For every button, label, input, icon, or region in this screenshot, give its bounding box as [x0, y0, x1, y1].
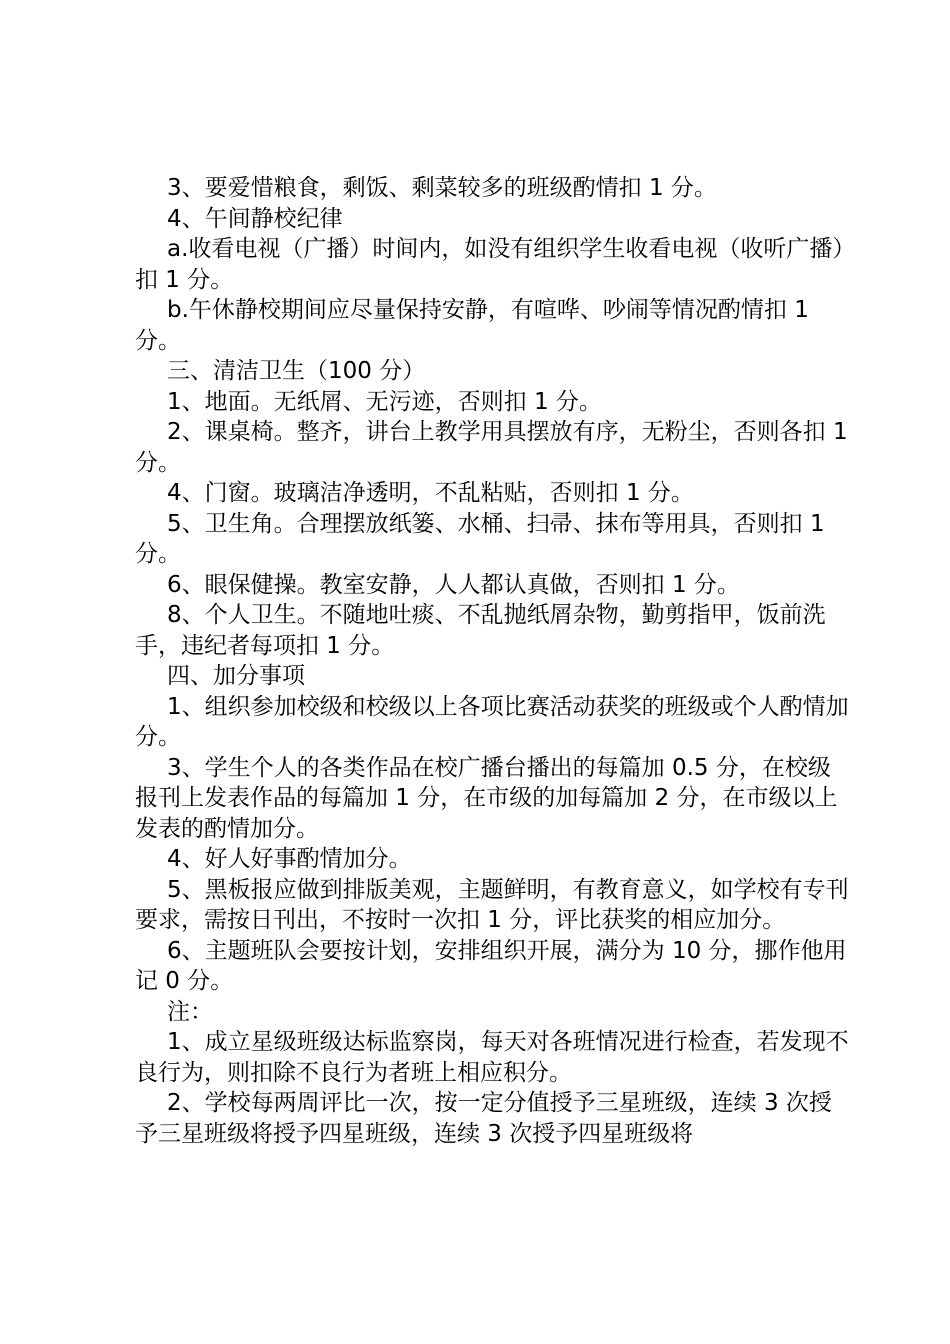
section-heading-bonus: 四、加分事项 — [167, 663, 305, 689]
document-body — [135, 173, 850, 1149]
paragraph-personal-hygiene: 8、个人卫生。不随地吐痰、不乱抛纸屑杂物，勤剪指甲，饭前洗手，违纪者每项扣 1 分。 — [135, 602, 826, 659]
notes-heading: 注： — [167, 998, 213, 1025]
section-heading-cleaning: 三、清洁卫生（100 分） — [167, 358, 426, 384]
paragraph-competitions: 1、组织参加校级和校级以上各项比赛活动获奖的班级或个人酌情加分。 — [135, 693, 849, 750]
paragraph-works-published: 3、学生个人的各类作品在校广播台播出的每篇加 0.5 分，在校级报刊上发表作品的每篇加 1 分，在市级的加每篇加 2 分，在市级以上发表的酌情加分。 — [135, 754, 838, 842]
paragraph-sanitation-corner: 5、卫生角。合理摆放纸篓、水桶、扫帚、抹布等用具，否则扣 1 分。 — [135, 510, 825, 567]
paragraph-good-deeds: 4、好人好事酌情加分。 — [167, 846, 412, 872]
paragraph-class-meeting: 6、主题班队会要按计划，安排组织开展，满分为 10 分，挪作他用记 0 分。 — [135, 937, 847, 994]
paragraph-desks: 2、课桌椅。整齐，讲台上教学用具摆放有序，无粉尘，否则各扣 1 分。 — [135, 419, 848, 476]
paragraph-eye-exercise: 6、眼保健操。教室安静，人人都认真做，否则扣 1 分。 — [167, 571, 740, 598]
paragraph-windows: 4、门窗。玻璃洁净透明，不乱粘贴，否则扣 1 分。 — [167, 480, 694, 506]
paragraph-noon-discipline: 4、午间静校纪律 — [167, 205, 343, 232]
paragraph-blackboard: 5、黑板报应做到排版美观，主题鲜明，有教育意义，如学校有专刊要求，需按日刊出，不按时一次扣 1 分，评比获奖的相应加分。 — [135, 876, 849, 933]
paragraph-rice: 3、要爱惜粮食，剩饭、剩菜较多的班级酌情扣 1 分。 — [167, 175, 717, 201]
paragraph-nap-quiet: b.午休静校期间应尽量保持安静，有喧哗、吵闹等情况酌情扣 1 分。 — [135, 297, 809, 354]
note-inspection-post: 1、成立星级班级达标监察岗，每天对各班情况进行检查，若发现不良行为，则扣除不良行为者班上相应积分。 — [135, 1029, 849, 1086]
paragraph-tv-time: a.收看电视（广播）时间内，如没有组织学生收看电视（收听广播）扣 1 分。 — [135, 236, 844, 293]
paragraph-floor: 1、地面。无纸屑、无污迹，否则扣 1 分。 — [167, 388, 602, 415]
note-star-rating: 2、学校每两周评比一次，按一定分值授予三星班级，连续 3 次授予三星班级将授予四星班级，连续 3 次授予四星班级将 — [135, 1090, 832, 1147]
